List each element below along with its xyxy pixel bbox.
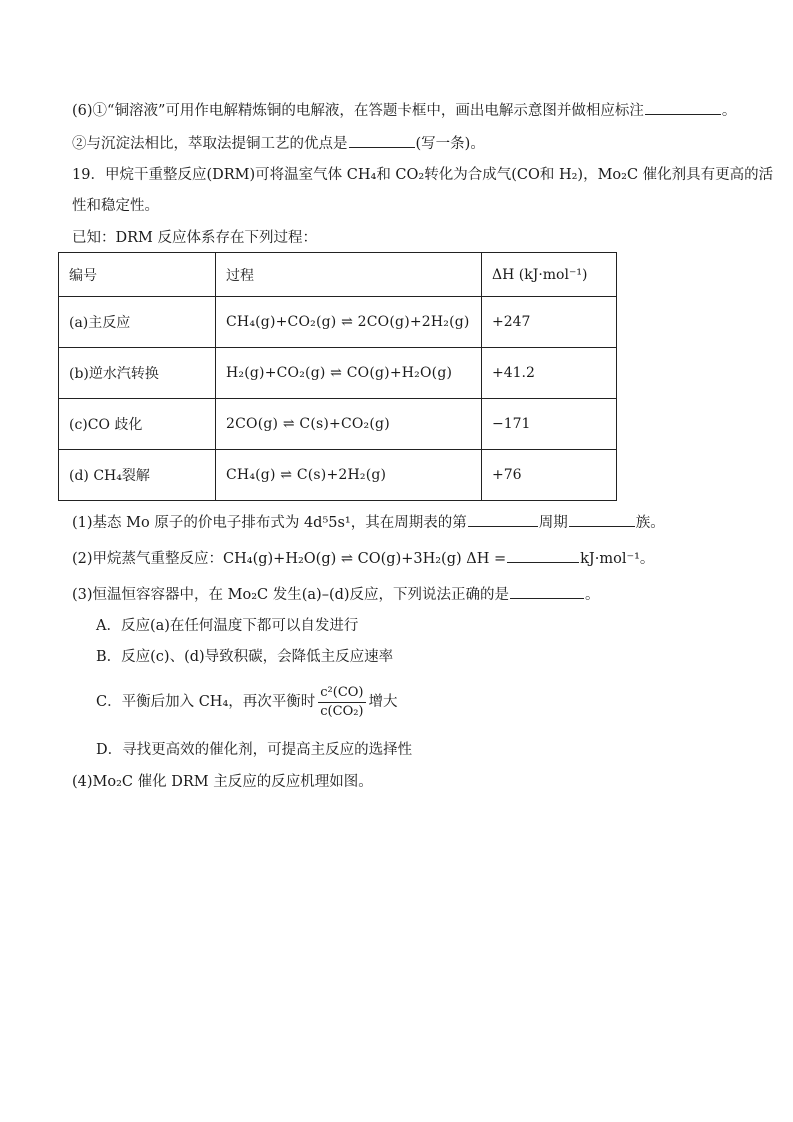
row-process: CH₄(g) ⇌ C(s)+2H₂(g) [216,450,482,501]
q6-part1 [72,100,736,121]
header-dh: ΔH (kJ·mol⁻¹) [482,253,617,297]
sub1-text-a: (1)基态 Mo 原子的价电子排布式为 4d⁵5s¹，其在周期表的第 [72,515,467,531]
row-id: (b)逆水汽转换 [59,348,216,399]
q6-part2-answer-blank[interactable] [349,133,415,148]
q19-sub2 [72,548,654,569]
q19-sub3 [72,584,600,605]
option-b: B．反应(c)、(d)导致积碳，会降低主反应速率 [96,649,394,665]
q6-part1-end: 。 [721,103,737,119]
option-c [96,682,398,722]
sub3-text-a: (3)恒温恒容容器中，在 Mo₂C 发生(a)–(d)反应，下列说法正确的是 [72,587,510,603]
table-row [59,450,617,501]
option-d: D．寻找更高效的催化剂，可提高主反应的选择性 [96,742,413,758]
sub3-answer-blank[interactable] [510,584,584,599]
sub1-group-blank[interactable] [569,512,635,527]
sub2-dh-blank[interactable] [507,548,579,563]
row-dh: −171 [482,399,617,450]
header-process: 过程 [216,253,482,297]
row-dh: +76 [482,450,617,501]
q6-part1-text: (6)①“铜溶液”可用作电解精炼铜的电解液，在答题卡框中，画出电解示意图并做相应标注 [72,103,644,119]
option-c-fraction [318,686,365,719]
option-c-text-a: C．平衡后加入 CH₄，再次平衡时 [96,694,316,710]
row-dh: +41.2 [482,348,617,399]
fraction-denominator: c(CO₂) [320,703,364,719]
header-id: 编号 [59,253,216,297]
option-c-text-b: 增大 [368,694,398,710]
sub1-period-blank[interactable] [468,512,538,527]
table-header-row [59,253,617,297]
sub1-text-c: 族。 [635,515,665,531]
sub2-text-a: (2)甲烷蒸气重整反应：CH₄(g)+H₂O(g) ⇌ CO(g)+3H₂(g) ΔH = [72,551,507,567]
q6-part1-answer-blank[interactable] [645,100,721,115]
q19-intro-line2: 性和稳定性。 [72,198,159,214]
q6-part2-text: ②与沉淀法相比，萃取法提铜工艺的优点是 [72,136,348,152]
q19-intro-line1: 19．甲烷干重整反应(DRM)可将温室气体 CH₄和 CO₂转化为合成气(CO和 H₂)，Mo₂C 催化剂具有更高的活 [72,167,774,183]
option-a: A．反应(a)在任何温度下都可以自发进行 [96,618,359,634]
sub2-text-b: kJ·mol⁻¹。 [580,551,655,567]
row-id: (c)CO 歧化 [59,399,216,450]
table-row [59,297,617,348]
fraction-numerator: c²(CO) [318,686,365,703]
row-process: CH₄(g)+CO₂(g) ⇌ 2CO(g)+2H₂(g) [216,297,482,348]
q6-part2-end: (写一条)。 [415,136,485,152]
q19-sub4: (4)Mo₂C 催化 DRM 主反应的反应机理如图。 [72,774,373,790]
sub1-text-b: 周期 [538,515,568,531]
row-process: 2CO(g) ⇌ C(s)+CO₂(g) [216,399,482,450]
q19-sub1 [72,512,665,533]
table-row [59,348,617,399]
q19-known: 已知：DRM 反应体系存在下列过程： [72,230,317,246]
row-id: (d) CH₄裂解 [59,450,216,501]
row-id: (a)主反应 [59,297,216,348]
table-row [59,399,617,450]
sub3-text-b: 。 [585,587,600,603]
row-dh: +247 [482,297,617,348]
reaction-table [58,252,617,501]
row-process: H₂(g)+CO₂(g) ⇌ CO(g)+H₂O(g) [216,348,482,399]
q6-part2 [72,133,485,154]
